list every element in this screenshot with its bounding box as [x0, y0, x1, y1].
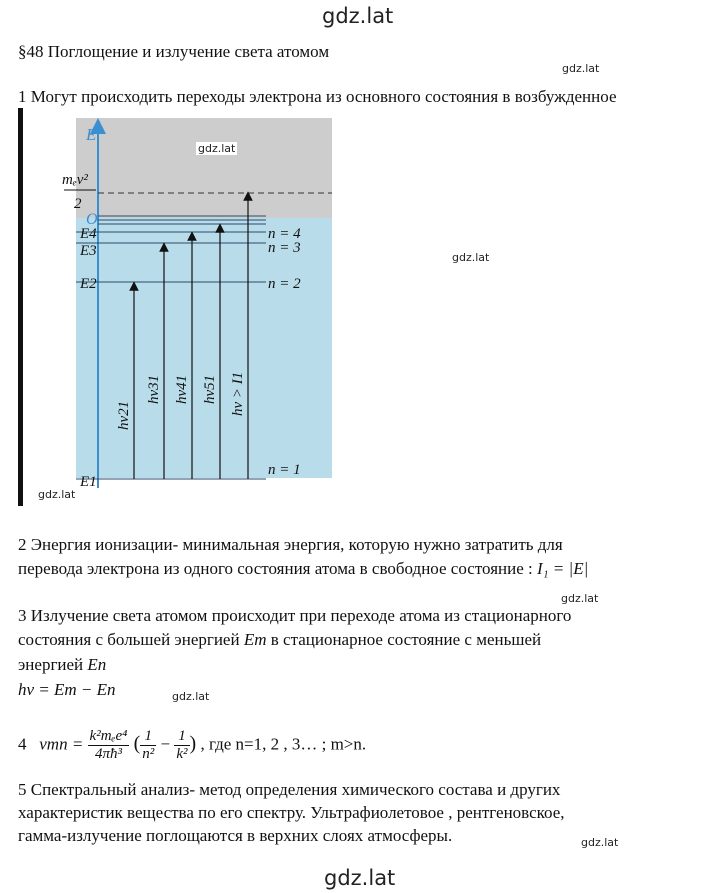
main-fraction — [88, 728, 130, 763]
answer-4-formula: 4 νmn = $\frac{\text{k²mₑe⁴}}{\text{4πħ³}}$ ( $\frac{1}{\text{n²}}$ − $\frac{1}{\text{k²}}$ ) , где n=1, 2 , 3… ; m>n. — [18, 728, 367, 762]
watermark: gdz.lat — [38, 488, 76, 501]
answer-3-line-1: 3 Излучение света атомом происходит при переходе атома из стационарного — [18, 606, 572, 625]
answer-2-line-2 — [18, 559, 588, 579]
label-hv31: hν31 — [146, 374, 162, 404]
kinetic-energy-label: mₑv² — [62, 172, 88, 188]
level-label-E4: E4 — [80, 226, 97, 242]
watermark: gdz.lat — [561, 592, 599, 605]
fraction-den: 2 — [74, 196, 82, 212]
watermark-bottom: gdz.lat — [324, 866, 396, 890]
energy-level-diagram — [16, 108, 336, 508]
fraction-2 — [174, 728, 189, 763]
answer-5-line-2: характеристик вещества по его спектру. Ультрафиолетовое , рентгеновское, — [18, 803, 565, 822]
watermark-top: gdz.lat — [322, 4, 394, 28]
answer-2-text: перевода электрона из одного состояния атома в свободное состояние : — [18, 559, 533, 578]
answer-3-line-2 — [18, 630, 541, 650]
symbol-Em: Em — [243, 630, 267, 649]
bound-region — [76, 218, 332, 478]
fraction-1 — [140, 728, 156, 763]
symbol-En: En — [87, 655, 107, 674]
answer-1-text: 1 Могут происходить переходы электрона из основного состояния в возбужденное — [18, 87, 617, 106]
label-hv51: hν51 — [202, 374, 218, 404]
emission-formula: hν = Em − En — [18, 680, 116, 699]
answer-3-text-c: энергией — [18, 655, 84, 674]
level-n3: n = 3 — [268, 240, 301, 256]
label-hv-ionize: hν > I1 — [230, 371, 246, 416]
answer-5-line-1: 5 Спектральный анализ- метод определения химического состава и других — [18, 780, 561, 799]
fraction-2-num: 1 — [174, 728, 189, 746]
left-bar — [18, 108, 23, 506]
answer-3-text-b: в стационарное состояние с меньшей — [270, 630, 542, 649]
answer-4-tail: , где n=1, 2 , 3… ; m>n. — [200, 734, 367, 754]
continuum-region — [76, 118, 332, 218]
answer-2-line-1: 2 Энергия ионизации- минимальная энергия, которую нужно затратить для — [18, 535, 563, 554]
watermark: gdz.lat — [198, 142, 236, 155]
section-heading: §48 Поглощение и излучение света атомом — [18, 42, 330, 61]
frequency-symbol: νmn = — [39, 734, 84, 754]
answer-3-line-3 — [18, 655, 106, 675]
watermark: gdz.lat — [562, 62, 600, 75]
ionization-formula: I₁ = |E| — [536, 559, 589, 578]
label-hv41: hν41 — [174, 374, 190, 404]
level-label-O: O — [86, 211, 98, 228]
watermark: gdz.lat — [452, 251, 490, 264]
energy-diagram-svg — [16, 108, 336, 508]
fraction-2-den: k² — [176, 746, 188, 762]
label-hv21: hν21 — [116, 400, 132, 430]
watermark: gdz.lat — [581, 836, 619, 849]
main-fraction-num: k²mₑe⁴ — [89, 728, 128, 744]
answer-5-line-3: гамма-излучение поглощаются в верхних слоях атмосферы. — [18, 826, 453, 845]
level-n1: n = 1 — [268, 462, 301, 478]
main-fraction-den: 4πħ³ — [94, 746, 122, 762]
axis-label-E: E — [86, 125, 97, 144]
fraction-1-num: 1 — [140, 728, 156, 746]
level-label-E2: E2 — [80, 276, 97, 292]
level-label-E3: E3 — [80, 243, 97, 259]
watermark: gdz.lat — [172, 690, 210, 703]
level-label-E1: E1 — [80, 474, 97, 490]
answer-3-text-a: состояния с большей энергией — [18, 630, 240, 649]
level-n4: n = 4 — [268, 226, 301, 242]
level-n2: n = 2 — [268, 276, 301, 292]
fraction-1-den: n² — [142, 746, 155, 762]
answer-4-number: 4 — [18, 734, 27, 754]
